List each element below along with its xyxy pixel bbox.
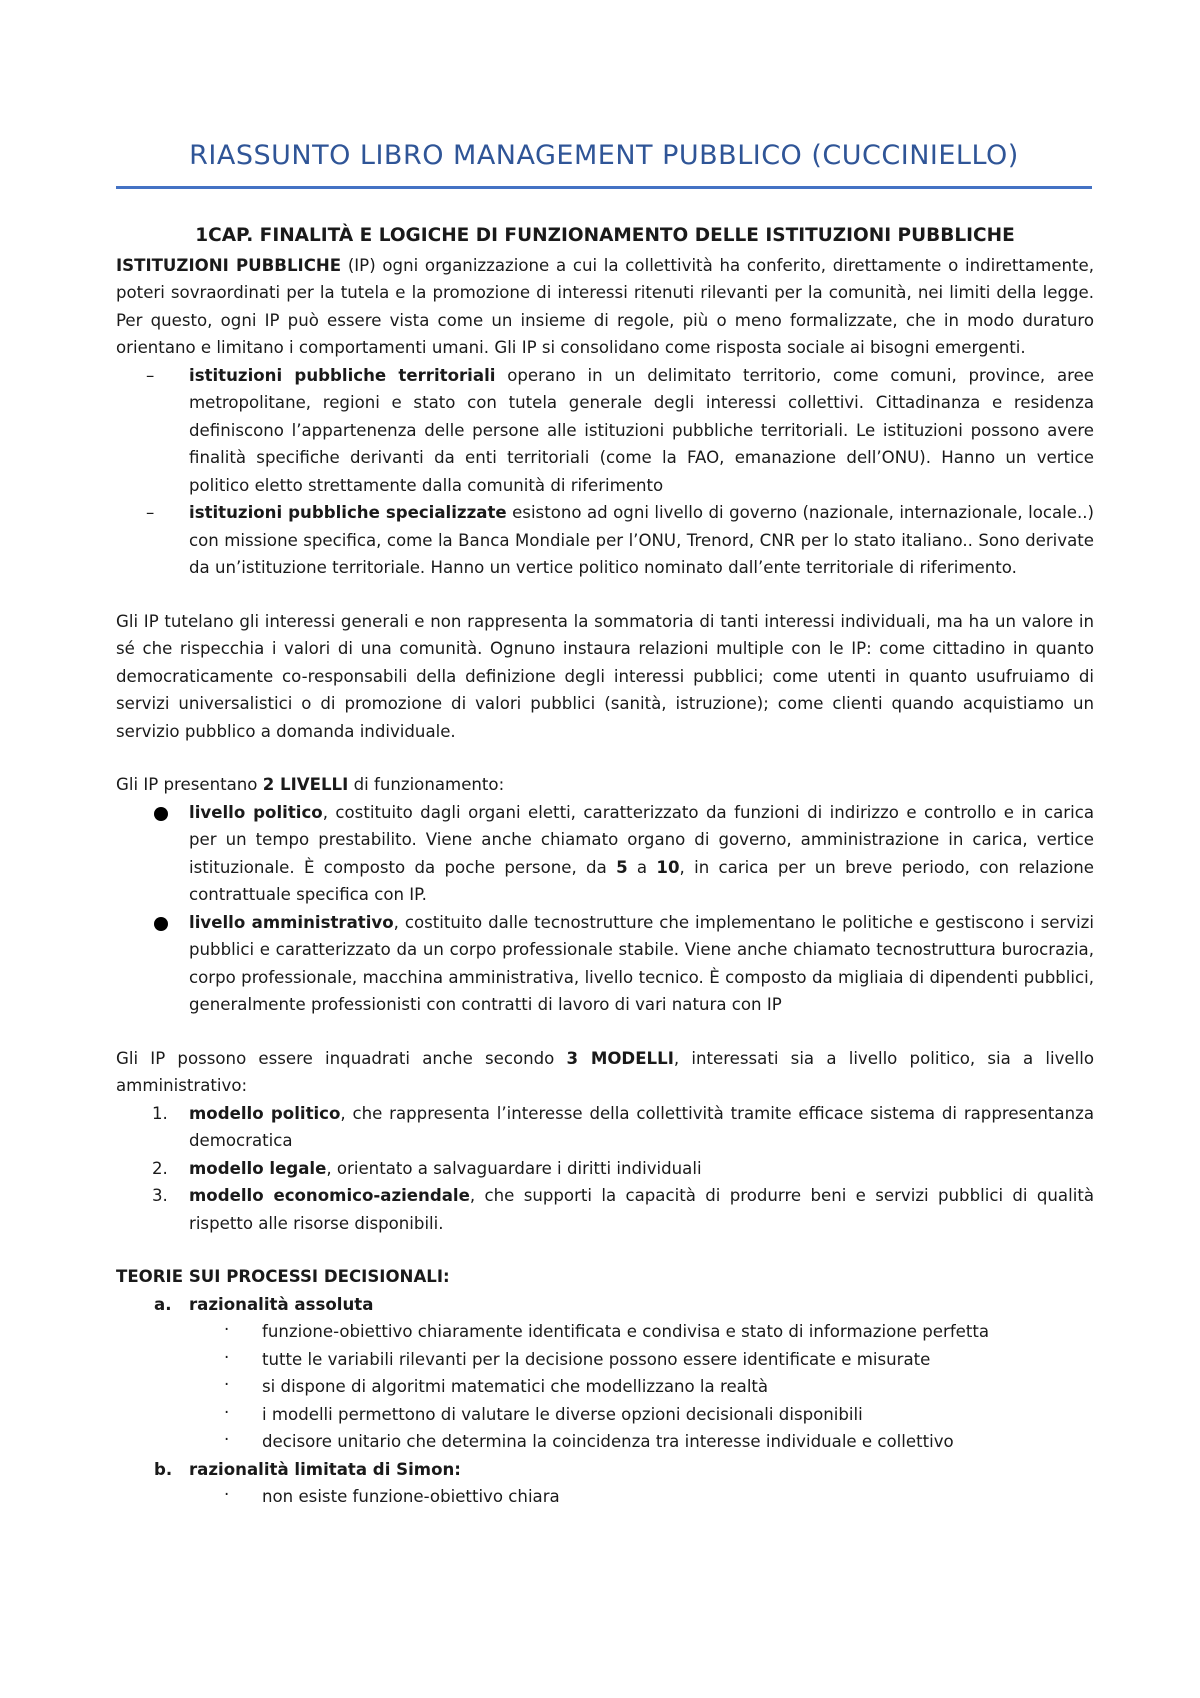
dot-marker: · (224, 1485, 230, 1504)
models-intro-text-end: , interessati sia a livello politico, sia a livello amministrativo: (116, 1048, 1094, 1095)
item-text: , in carica per un breve periodo, con relazione contrattuale specifica con IP. (189, 857, 1094, 904)
sub-item-text: funzione-obiettivo chiaramente identificata e condivisa e stato di informazione perfetta (262, 1322, 990, 1341)
list-item (116, 1155, 1094, 1183)
item-text: operano in un delimitato territorio, come comuni, province, aree metropolitane, regioni e stato con tutela generale degli interessi collettivi. Cittadinanza e residenza definiscono l’appartenenza delle persone alle istituzioni pubbliche territoriali. Le istituzioni possono avere finalità specifiche derivanti da enti territoriali (come la FAO, emanazione dell’ONU). Hanno un vertice politico eletto strettamente dalla comunità di riferimento (189, 365, 1094, 495)
item-text: , che rappresenta l’interesse della collettività tramite efficace sistema di rappresentanza democratica (189, 1103, 1094, 1150)
theories-heading-text: TEORIE SUI PROCESSI DECISIONALI: (116, 1267, 450, 1286)
item-term: istituzioni pubbliche territoriali (189, 365, 496, 385)
intro-text: (IP) ogni organizzazione a cui la collettività ha conferito, direttamente o indirettamente, poteri sovraordinati per la tutela e la promozione di interessi ritenuti rilevanti per la comunità, nei limiti della legge. Per questo, ogni IP può essere vista come un insieme di regole, più o meno formalizzate, che in modo duraturo orientano e limitano i comportamenti umani. Gli IP si consolidano come risposta sociale ai bisogni emergenti. (116, 255, 1094, 357)
dot-marker: · (224, 1320, 230, 1339)
item-term: razionalità assoluta (189, 1294, 374, 1314)
models-intro-bold: 3 MODELLI (566, 1048, 674, 1068)
number-marker: 2. (152, 1158, 168, 1178)
bullet-icon (154, 917, 168, 931)
item-term: livello amministrativo (189, 912, 394, 932)
item-term: livello politico (189, 802, 323, 822)
item-term: modello legale (189, 1158, 327, 1178)
dot-marker: · (224, 1402, 230, 1422)
item-text: , orientato a salvaguardare i diritti individuali (326, 1158, 702, 1178)
dash-marker: – (146, 503, 155, 522)
document-body (116, 222, 1094, 1511)
levels-intro-text: Gli IP presentano (116, 775, 263, 794)
item-term: razionalità limitata di Simon: (189, 1459, 461, 1479)
intro-paragraph (116, 252, 1094, 362)
list-item (116, 909, 1094, 1019)
dot-marker: · (224, 1430, 230, 1449)
document-title: RIASSUNTO LIBRO MANAGEMENT PUBBLICO (CUCCINIELLO) (189, 140, 1019, 171)
sub-list-item (116, 1373, 1094, 1401)
number-marker: 1. (152, 1103, 168, 1123)
chapter-heading: 1CAP. FINALITÀ E LOGICHE DI FUNZIONAMENTO DELLE ISTITUZIONI PUBBLICHE (195, 225, 1015, 246)
sub-list-item (116, 1428, 1094, 1456)
sub-item-text: tutte le variabili rilevanti per la decisione possono essere identificate e misurate (262, 1349, 931, 1369)
sub-list-item (116, 1483, 1094, 1511)
title-underline (116, 186, 1092, 189)
theories-list (116, 1291, 1094, 1511)
list-item (116, 362, 1094, 500)
list-item (116, 799, 1094, 909)
letter-marker: a. (154, 1294, 172, 1314)
item-text: , che supporti la capacità di produrre beni e servizi pubblici di qualità rispetto alle risorse disponibili. (189, 1186, 1095, 1233)
list-item (116, 1182, 1094, 1237)
list-item (116, 499, 1094, 582)
sub-item-text: i modelli permettono di valutare le diverse opzioni decisionali disponibili (262, 1404, 863, 1424)
item-number: 5 (616, 857, 628, 877)
item-term: modello politico (189, 1103, 341, 1123)
interests-paragraph: Gli IP tutelano gli interessi generali e non rappresenta la sommatoria di tanti interessi individuali, ma ha un valore in sé che rispecchia i valori di una comunità. Ognuno instaura relazioni multiple con le IP: come cittadino in quanto democraticamente co-responsabili della definizione degli interessi pubblici; come utenti in quanto usufruiamo di servizi universalistici o di promozione di valori pubblici (sanità, istruzione); come clienti quando acquistiamo un servizio pubblico a domanda individuale. (116, 611, 1094, 741)
intro-term: ISTITUZIONI PUBBLICHE (116, 255, 342, 275)
levels-list (116, 799, 1094, 1019)
levels-intro-bold: 2 LIVELLI (262, 775, 349, 794)
sub-list-item (116, 1346, 1094, 1374)
item-term: istituzioni pubbliche specializzate (189, 503, 507, 522)
theories-heading (116, 1263, 1094, 1291)
models-list (116, 1100, 1094, 1238)
item-text: , costituito dalle tecnostrutture che implementano le politiche e gestiscono i servizi pubblici e caratterizzato da un corpo professionale stabile. Viene anche chiamato tecnostruttura burocrazia, corpo professionale, macchina amministrativa, livello tecnico. È composto da migliaia di dipendenti pubblici, generalmente professionisti con contratti di lavoro di vari natura con IP (189, 912, 1094, 1014)
institution-types-list (116, 362, 1094, 582)
item-text: , costituito dagli organi eletti, caratterizzato da funzioni di indirizzo e controllo e in carica per un tempo prestabilito. Viene anche chiamato organo di governo, amministrazione in carica, vertice istituzionale. È composto da poche persone, da (189, 802, 1095, 877)
item-text: esistono ad ogni livello di governo (nazionale, internazionale, locale..) con missione specifica, come la Banca Mondiale per l’ONU, Trenord, CNR per lo stato italiano.. Sono derivate da un’istituzione territoriale. Hanno un vertice politico nominato dall’ente territoriale di riferimento. (189, 503, 1094, 577)
sub-item-text: si dispone di algoritmi matematici che modellizzano la realtà (262, 1377, 769, 1396)
models-intro-text: Gli IP possono essere inquadrati anche secondo (116, 1048, 567, 1068)
sub-list-item (116, 1318, 1094, 1346)
levels-intro (116, 771, 1094, 799)
list-item (116, 1100, 1094, 1155)
list-item (116, 1456, 1094, 1484)
levels-intro-text-end: di funzionamento: (348, 775, 505, 794)
models-intro (116, 1045, 1094, 1100)
number-marker: 3. (152, 1186, 168, 1205)
sub-item-text: non esiste funzione-obiettivo chiara (262, 1487, 560, 1506)
sub-item-text: decisore unitario che determina la coincidenza tra interesse individuale e collettivo (262, 1432, 954, 1451)
dot-marker: · (224, 1375, 230, 1394)
bullet-icon (154, 807, 168, 821)
item-text: a (627, 857, 657, 877)
letter-marker: b. (154, 1459, 173, 1479)
item-number: 10 (656, 857, 680, 877)
item-term: modello economico-aziendale (189, 1186, 470, 1205)
sub-list-item (116, 1401, 1094, 1429)
dot-marker: · (224, 1347, 230, 1367)
list-item (116, 1291, 1094, 1319)
dash-marker: – (146, 365, 155, 385)
